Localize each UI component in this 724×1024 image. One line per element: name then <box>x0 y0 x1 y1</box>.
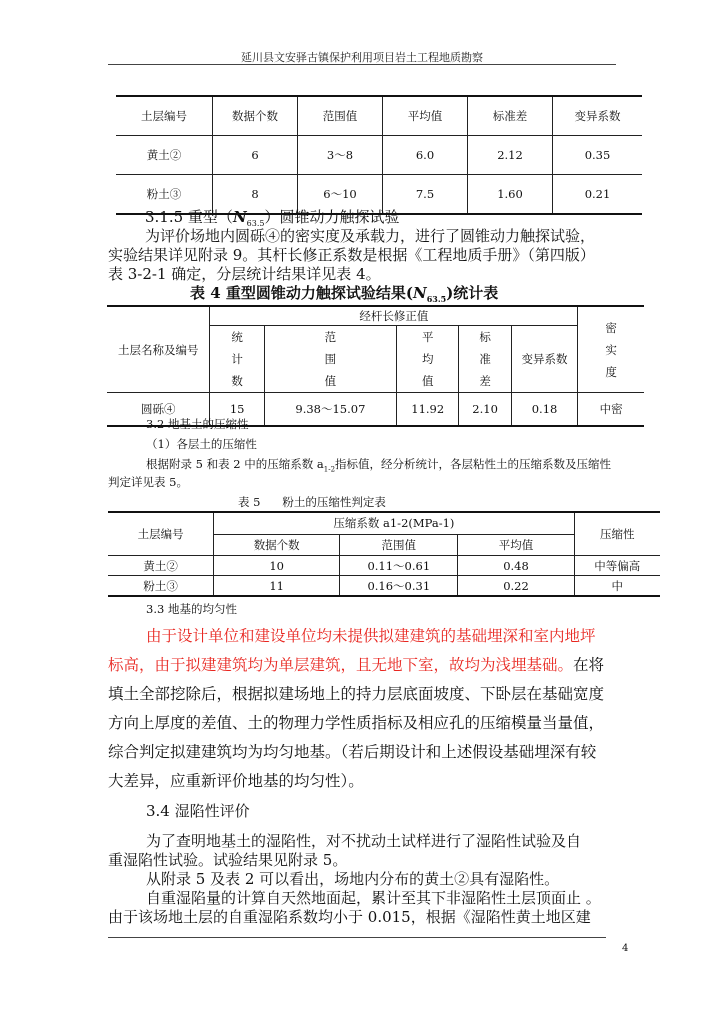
paragraph-line: 表 3-2-1 确定，分层统计结果详见表 4。 <box>108 265 381 283</box>
table-header-cell: 范围值 <box>340 534 458 556</box>
table-cell: 0.11～0.61 <box>340 556 458 576</box>
paragraph-line: 填土全部挖除后，根据拟建场地上的持力层底面坡度、下卧层在基础宽度 <box>108 685 605 703</box>
table-header-cell: 数据个数 <box>213 96 298 136</box>
table-header-cell: 范围值 <box>298 96 383 136</box>
header-char: 计 <box>231 352 243 366</box>
section-heading-3-3: 3.3 地基的均匀性 <box>146 602 237 616</box>
table-header-cell: 土层名称及编号 <box>107 306 210 393</box>
table-header-cell: 压缩性 <box>574 512 660 556</box>
paragraph-subscript: 1-2 <box>323 465 336 474</box>
table-cell: 8 <box>213 175 298 215</box>
header-char: 标 <box>479 330 491 344</box>
paragraph-line: 方向上厚度的差值、土的物理力学性质指标及相应孔的压缩模量当量值， <box>108 714 605 732</box>
paragraph-text: 指标值，经分析统计，各层粘性土的压缩系数及压缩性 <box>335 457 612 471</box>
table-header-row <box>116 96 642 136</box>
table-caption: 表 5 粉土的压缩性判定表 <box>238 495 386 509</box>
section-heading-3-2: 3.2 地基土的压缩性 <box>146 417 249 431</box>
page-number: 4 <box>622 943 629 954</box>
table-compressibility <box>108 511 660 597</box>
table-row <box>108 556 660 576</box>
header-char: 密 <box>605 320 617 335</box>
table-header-cell <box>459 326 511 393</box>
paragraph-line: 由于该场地土层的自重湿陷系数均小于 0.015，根据《湿陷性黄土地区建 <box>108 908 591 926</box>
table-header-cell: 标准差 <box>468 96 553 136</box>
table-cell: 7.5 <box>383 175 468 215</box>
table-header-cell: 变异系数 <box>553 96 643 136</box>
table-cell: 0.22 <box>458 576 574 597</box>
table-header-row <box>107 306 644 326</box>
paragraph-line: 自重湿陷量的计算自天然地面起，累计至其下非湿陷性土层顶面止 。 <box>146 889 601 907</box>
table-row <box>116 136 642 175</box>
running-header: 延川县文安驿古镇保护利用项目岩土工程地质勘察 <box>241 51 483 64</box>
paragraph-text: 在将 <box>573 656 605 674</box>
header-char: 平 <box>421 330 434 344</box>
table-cell: 黄土② <box>108 556 214 576</box>
table-cell: 9.38～15.07 <box>264 393 396 427</box>
table-cell: 15 <box>210 393 264 427</box>
table-cell: 中密 <box>578 393 644 427</box>
table-cell: 10 <box>214 556 340 576</box>
table-cell: 0.48 <box>458 556 574 576</box>
header-rule <box>108 64 616 65</box>
caption-text: )统计表 <box>446 284 499 302</box>
table-header-row <box>108 512 660 534</box>
table-header-cell: 土层编号 <box>108 512 214 556</box>
table-header-cell: 数据个数 <box>214 534 340 556</box>
table-header-cell: 土层编号 <box>116 96 213 136</box>
highlighted-text: 标高，由于拟建建筑均为单层建筑，且无地下室，故均为浅埋基础。 <box>108 656 574 674</box>
header-char: 准 <box>479 352 491 366</box>
table-header-cell: 平均值 <box>383 96 468 136</box>
paragraph-line: 为评价场地内圆砾④的密实度及承载力，进行了圆锥动力触探试验， <box>145 227 596 245</box>
table-cell: 黄土② <box>116 136 213 175</box>
paragraph-line: 综合判定拟建建筑均为均匀地基。（若后期设计和上述假设基础埋深有较 <box>108 743 597 761</box>
paragraph-line: 为了查明地基土的湿陷性，对不扰动土试样进行了湿陷性试验及自 <box>146 832 582 850</box>
paragraph-line: 从附录 5 及表 2 可以看出，场地内分布的黄土②具有湿陷性。 <box>146 870 560 888</box>
table-header-cell <box>210 326 264 393</box>
table-cell: 中 <box>574 576 660 597</box>
header-char: 统 <box>231 330 243 344</box>
paragraph-line: 大差异，应重新评价地基的均匀性）。 <box>108 772 364 790</box>
table-cell: 2.12 <box>468 136 553 175</box>
table-header-cell <box>578 306 644 393</box>
paragraph-line: 重湿陷性试验。试验结果见附录 5。 <box>108 851 348 869</box>
table-cell: 6.0 <box>383 136 468 175</box>
header-char: 值 <box>324 374 337 388</box>
header-char: 数 <box>231 374 243 388</box>
section-heading-3-4: 3.4 湿陷性评价 <box>146 802 250 820</box>
table-cell: 中等偏高 <box>574 556 660 576</box>
header-char: 范 <box>324 330 337 344</box>
highlighted-paragraph-line: 由于设计单位和建设单位均未提供拟建建筑的基础埋深和室内地坪 <box>146 627 596 645</box>
table-cell: 3～8 <box>298 136 383 175</box>
table-dynamic-penetration <box>107 305 644 427</box>
table-cell: 0.35 <box>553 136 643 175</box>
paragraph-line <box>108 651 604 680</box>
header-char: 围 <box>324 352 337 366</box>
paragraph-line: 判定详见表 5。 <box>108 475 188 489</box>
heading-subscript: 63.5 <box>246 219 265 228</box>
table-header-cell <box>264 326 396 393</box>
paragraph-text: 根据附录 5 和表 2 中的压缩系数 a <box>146 457 324 471</box>
table-statistics-1 <box>116 95 642 215</box>
table-cell: 2.10 <box>459 393 511 427</box>
table-cell: 0.16～0.31 <box>340 576 458 597</box>
table-cell: 11 <box>214 576 340 597</box>
heading-text: 3.1.5 重型（ <box>145 208 233 226</box>
header-char: 实 <box>605 342 617 357</box>
table-header-cell: 压缩系数 a1-2(MPa-1) <box>214 512 574 534</box>
table-cell: 11.92 <box>396 393 459 427</box>
caption-symbol: N <box>412 284 427 302</box>
table-cell: 1.60 <box>468 175 553 215</box>
table-row <box>108 576 660 597</box>
table-header-cell: 变异系数 <box>511 326 578 393</box>
table-cell: 粉土③ <box>108 576 214 597</box>
table-header-cell: 经杆长修正值 <box>210 306 578 326</box>
header-char: 值 <box>421 374 434 388</box>
heading-symbol: N <box>232 208 247 226</box>
header-char: 差 <box>479 374 491 388</box>
caption-subscript: 63.5 <box>426 294 447 304</box>
paragraph-line: 实验结果详见附录 9。其杆长修正系数是根据《工程地质手册》（第四版） <box>108 246 595 264</box>
footer-rule <box>108 937 606 938</box>
table-cell: 6 <box>213 136 298 175</box>
header-char: 度 <box>605 364 617 379</box>
table-cell: 6～10 <box>298 175 383 215</box>
heading-text: ）圆锥动力触探试验 <box>264 208 400 226</box>
table-cell: 0.18 <box>511 393 578 427</box>
paragraph-line <box>146 454 611 479</box>
table-header-cell <box>396 326 459 393</box>
table-cell: 粉土③ <box>116 175 213 215</box>
header-char: 均 <box>421 352 434 366</box>
table-cell: 圆砾④ <box>107 393 210 427</box>
table-header-cell: 平均值 <box>458 534 574 556</box>
table-cell: 0.21 <box>553 175 643 215</box>
subsection-heading: （1）各层土的压缩性 <box>146 437 257 451</box>
caption-text: 表 4 重型圆锥动力触探试验结果( <box>190 284 413 302</box>
